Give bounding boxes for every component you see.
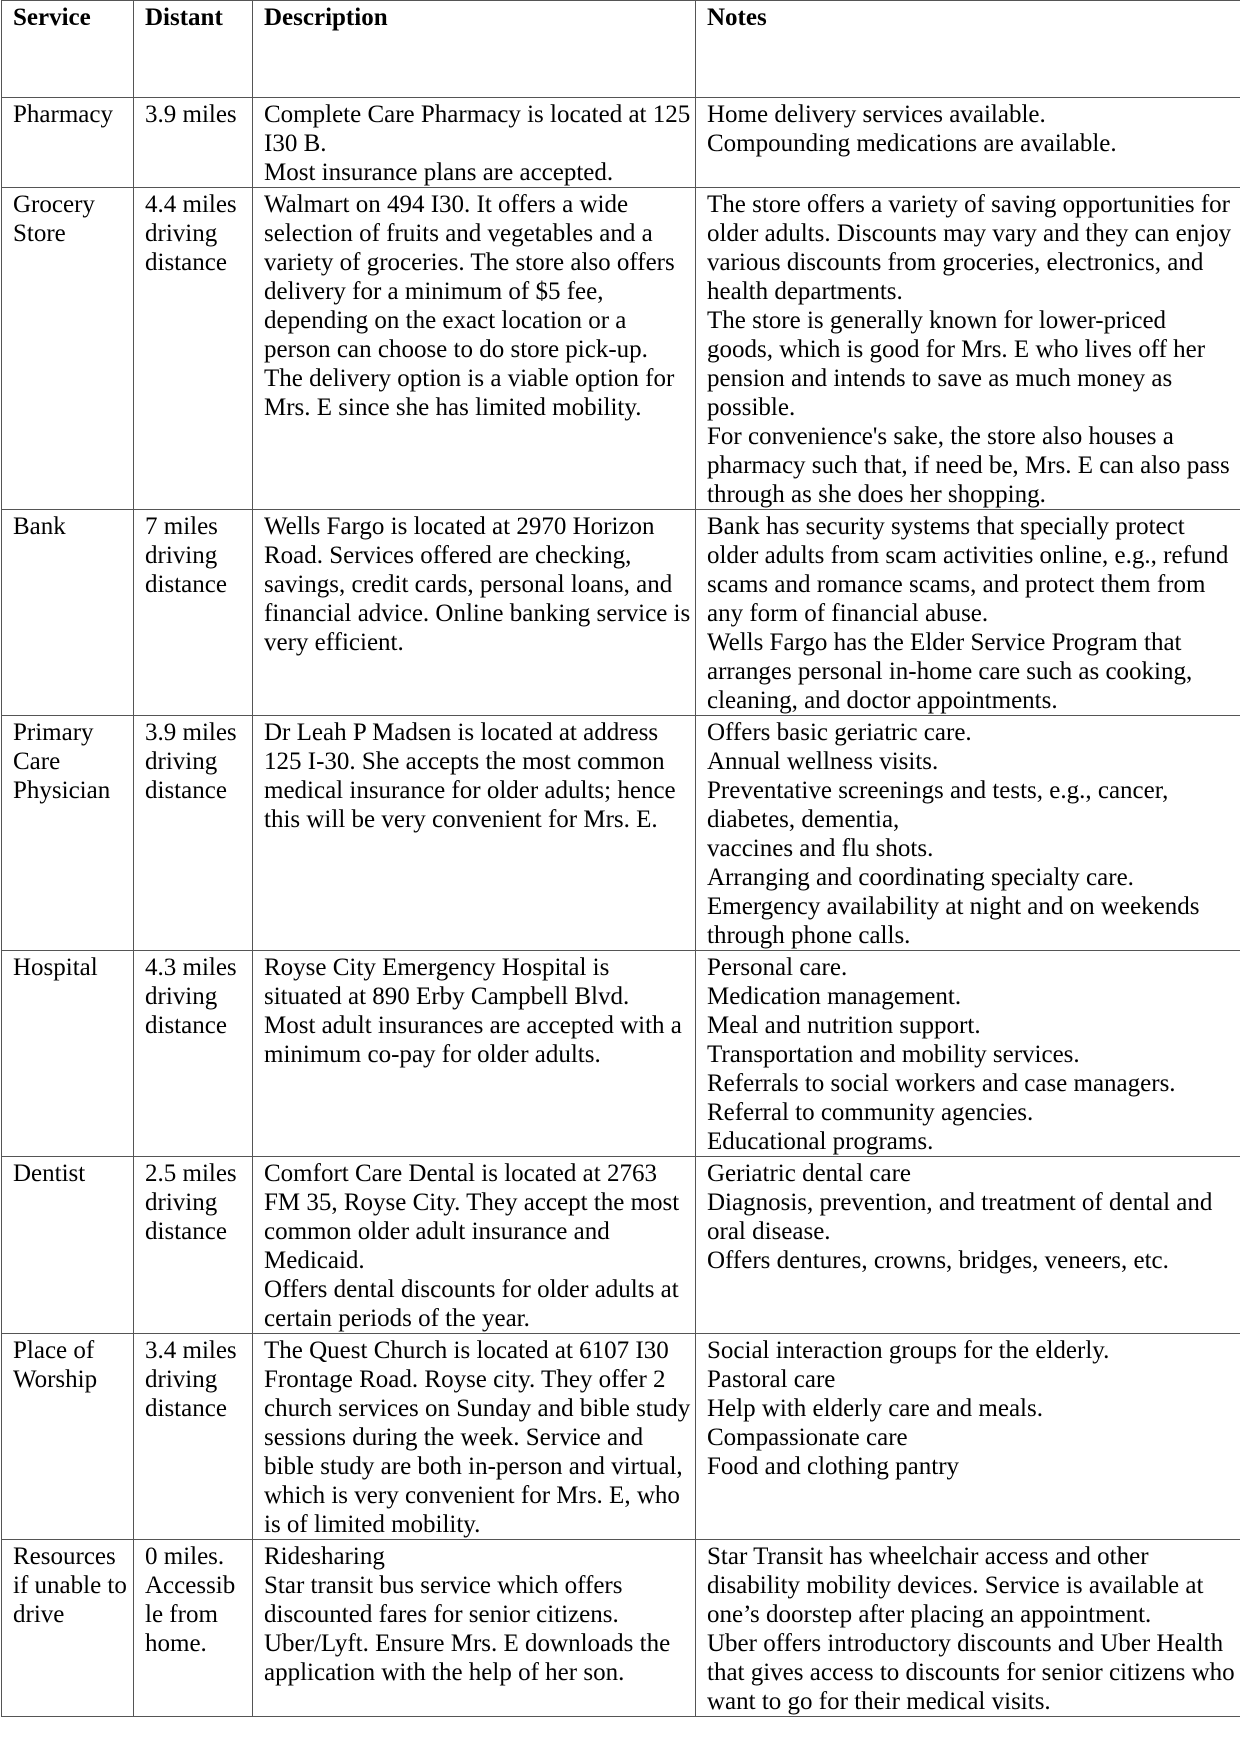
- table-row: [2, 1540, 1240, 1717]
- notes-cell: [696, 510, 1240, 716]
- table-row: [2, 951, 1240, 1157]
- description-text: Complete Care Pharmacy is located at 125 I30 B. Most insurance plans are accepted.: [264, 101, 691, 186]
- service-cell: [2, 1157, 134, 1334]
- distance-text: 3.4 miles driving distance: [145, 1337, 237, 1422]
- service-text: Hospital: [13, 954, 98, 981]
- service-cell: [2, 716, 134, 951]
- description-text: The Quest Church is located at 6107 I30 Frontage Road. Royse city. They offer 2 church services on Sunday and bible study sessions during the week. Service and bible study are both in-person and virtual, which is very convenient for Mrs. E, who is of limited mobility.: [264, 1337, 691, 1538]
- description-cell: [253, 1157, 696, 1334]
- distance-text: 3.9 miles: [145, 101, 237, 128]
- distance-text: 4.3 miles driving distance: [145, 954, 237, 1039]
- service-cell: [2, 951, 134, 1157]
- notes-cell: [696, 1157, 1240, 1334]
- distance-cell: [134, 510, 253, 716]
- distance-text: 4.4 miles driving distance: [145, 191, 237, 276]
- service-text: Grocery Store: [13, 191, 95, 247]
- notes-text: Star Transit has wheelchair access and other disability mobility devices. Service is available at one’s doorstep after placing an appointment. Uber offers introductory discounts and Uber Health that gives access to discounts for senior citizens who want to go for their medical visits.: [707, 1543, 1235, 1715]
- description-cell: [253, 1334, 696, 1540]
- notes-text: Bank has security systems that specially protect older adults from scam activities online, e.g., refund scams and romance scams, and protect them from any form of financial abuse. Wells Fargo has the Elder Service Program that arranges personal in-home care such as cooking, cleaning, and doctor appointments.: [707, 513, 1229, 714]
- description-cell: [253, 1540, 696, 1717]
- table-row: [2, 1334, 1240, 1540]
- description-text: Wells Fargo is located at 2970 Horizon Road. Services offered are checking, savings, credit cards, personal loans, and financial advice. Online banking service is very efficient.: [264, 513, 691, 656]
- header-notes: Notes: [696, 1, 1240, 98]
- service-text: Pharmacy: [13, 101, 113, 128]
- table-row: [2, 716, 1240, 951]
- table-row: [2, 188, 1240, 510]
- distance-text: 2.5 miles driving distance: [145, 1160, 237, 1245]
- description-cell: [253, 716, 696, 951]
- notes-cell: [696, 98, 1240, 188]
- service-text: Bank: [13, 513, 66, 540]
- notes-text: Personal care. Medication management. Meal and nutrition support. Transportation and mobility services. Referrals to social workers and case managers. Referral to community agencies. Educational programs.: [707, 954, 1176, 1155]
- service-cell: [2, 1334, 134, 1540]
- distance-cell: [134, 716, 253, 951]
- distance-cell: [134, 98, 253, 188]
- service-text: Primary Care Physician: [13, 719, 111, 804]
- distance-cell: [134, 188, 253, 510]
- description-cell: [253, 510, 696, 716]
- distance-cell: [134, 951, 253, 1157]
- description-text: Dr Leah P Madsen is located at address 125 I-30. She accepts the most common medical insurance for older adults; hence this will be very convenient for Mrs. E.: [264, 719, 676, 833]
- header-service: Service: [2, 1, 134, 98]
- service-cell: [2, 98, 134, 188]
- table-row: [2, 510, 1240, 716]
- notes-cell: [696, 716, 1240, 951]
- description-text: Ridesharing Star transit bus service which offers discounted fares for senior citizens. Uber/Lyft. Ensure Mrs. E downloads the application with the help of her son.: [264, 1543, 671, 1686]
- distance-cell: [134, 1540, 253, 1717]
- table-row: [2, 98, 1240, 188]
- service-text: Dentist: [13, 1160, 86, 1187]
- header-description: Description: [253, 1, 696, 98]
- description-text: Royse City Emergency Hospital is situated at 890 Erby Campbell Blvd. Most adult insurances are accepted with a minimum co-pay for older adults.: [264, 954, 682, 1068]
- notes-text: Social interaction groups for the elderly. Pastoral care Help with elderly care and meals. Compassionate care Food and clothing pantry: [707, 1337, 1110, 1480]
- notes-text: Home delivery services available. Compounding medications are available.: [707, 101, 1117, 157]
- service-cell: [2, 510, 134, 716]
- description-cell: [253, 951, 696, 1157]
- notes-text: The store offers a variety of saving opportunities for older adults. Discounts may vary and they can enjoy various discounts from groceries, electronics, and health departments. The store is generally known for lower-priced goods, which is good for Mrs. E who lives off her pension and intends to save as much money as possible. For convenience's sake, the store also houses a pharmacy such that, if need be, Mrs. E can also pass through as she does her shopping.: [707, 191, 1232, 508]
- service-cell: [2, 188, 134, 510]
- notes-cell: [696, 1540, 1240, 1717]
- table-header: [2, 1, 1240, 98]
- table-row: [2, 1157, 1240, 1334]
- header-row: [2, 1, 1240, 98]
- service-cell: [2, 1540, 134, 1717]
- notes-cell: [696, 188, 1240, 510]
- distance-text: 7 miles driving distance: [145, 513, 227, 598]
- distance-cell: [134, 1157, 253, 1334]
- services-table: [1, 0, 1240, 1717]
- description-text: Comfort Care Dental is located at 2763 FM 35, Royse City. They accept the most common older adult insurance and Medicaid. Offers dental discounts for older adults at certain periods of the year.: [264, 1160, 680, 1332]
- distance-text: 0 miles. Accessib le from home.: [145, 1543, 236, 1657]
- description-cell: [253, 98, 696, 188]
- notes-cell: [696, 1334, 1240, 1540]
- notes-text: Geriatric dental care Diagnosis, prevention, and treatment of dental and oral disease. Offers dentures, crowns, bridges, veneers, etc.: [707, 1160, 1213, 1274]
- service-text: Resources if unable to drive: [13, 1543, 127, 1628]
- notes-cell: [696, 951, 1240, 1157]
- distance-text: 3.9 miles driving distance: [145, 719, 237, 804]
- header-distant: Distant: [134, 1, 253, 98]
- notes-text: Offers basic geriatric care. Annual wellness visits. Preventative screenings and tests, e.g., cancer, diabetes, dementia, vaccines and flu shots. Arranging and coordinating specialty care. Emergency availability at night and on weekends through phone calls.: [707, 719, 1200, 949]
- service-text: Place of Worship: [13, 1337, 98, 1393]
- table-body: [2, 98, 1240, 1717]
- description-text: Walmart on 494 I30. It offers a wide selection of fruits and vegetables and a variety of groceries. The store also offers delivery for a minimum of $5 fee, depending on the exact location or a person can choose to do store pick-up. The delivery option is a viable option for Mrs. E since she has limited mobility.: [264, 191, 675, 421]
- description-cell: [253, 188, 696, 510]
- distance-cell: [134, 1334, 253, 1540]
